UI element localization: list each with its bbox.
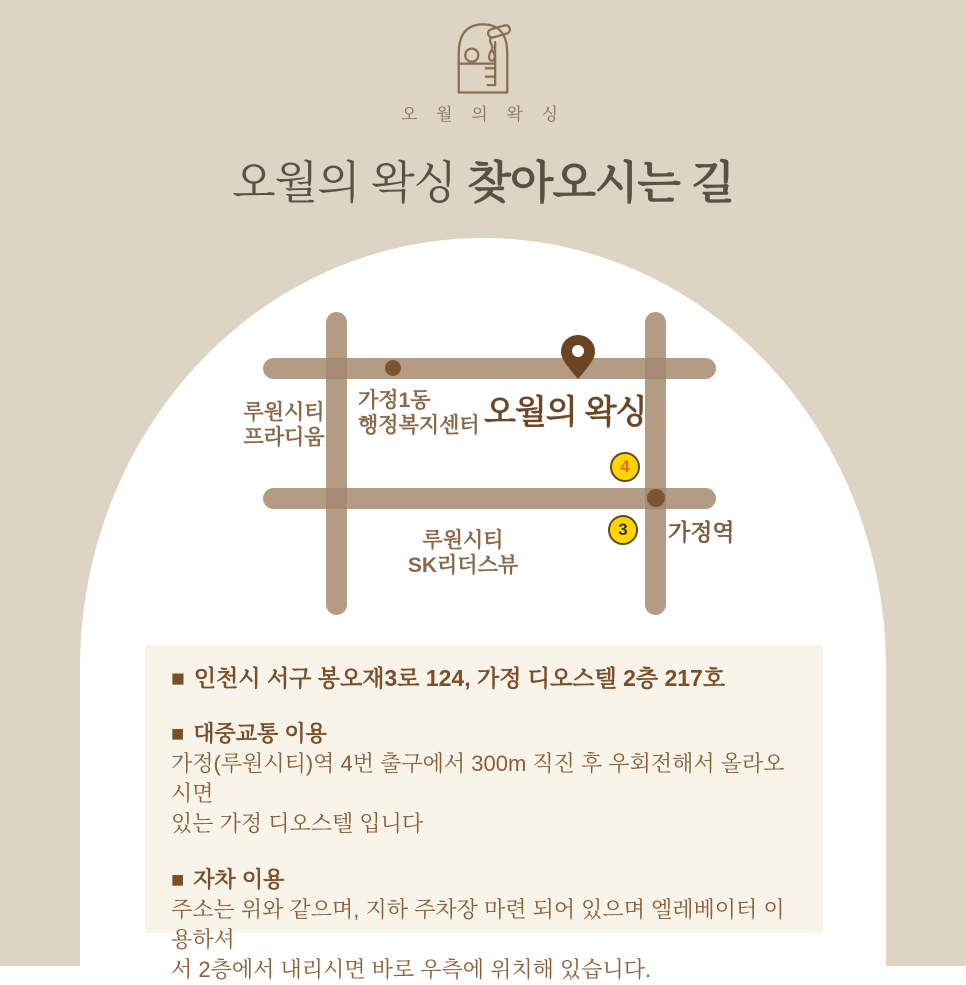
square-bullet-icon: ■ <box>171 721 185 746</box>
info-box <box>145 645 823 982</box>
transit-title-text: 대중교통 이용 <box>193 721 327 746</box>
transit-section <box>171 719 797 839</box>
car-line: 서 2층에서 내리시면 바로 우측에 위치해 있습니다. <box>171 957 652 982</box>
transit-line: 가정(루원시티)역 4번 출구에서 300m 직진 후 우회전해서 올라오시면 <box>171 751 785 806</box>
map-label-line: 루원시티 <box>243 401 325 424</box>
road-intersection <box>645 358 666 379</box>
car-section-title <box>171 865 797 895</box>
road-intersection <box>326 488 347 509</box>
transit-section-title <box>171 719 797 749</box>
map-label-line: SK리더스뷰 <box>407 554 519 577</box>
exit-3-number: 3 <box>618 520 628 539</box>
map-label-line: 가정1동 <box>358 389 431 412</box>
address-line <box>171 663 797 693</box>
logo <box>0 16 966 105</box>
map-label-pradium <box>228 400 340 450</box>
community-center-dot <box>385 360 401 376</box>
square-bullet-icon: ■ <box>171 867 185 892</box>
map-label-shop: 오월의 왁싱 <box>484 393 647 430</box>
station-dot <box>647 489 665 507</box>
road-intersection <box>326 358 347 379</box>
map-label-station: 가정역 <box>668 519 735 545</box>
location-pin-icon <box>559 334 597 380</box>
logo-wordmark: 오 월 의 왁 싱 <box>400 105 565 124</box>
map-label-sk-leadersview <box>388 528 538 578</box>
wax-logo-icon <box>441 16 525 100</box>
exit-4-number: 4 <box>620 457 630 476</box>
exit-3-badge <box>608 515 638 545</box>
address-text: 인천시 서구 봉오재3로 124, 가정 디오스텔 2층 217호 <box>193 665 726 691</box>
exit-4-badge <box>610 452 640 482</box>
transit-line: 있는 가정 디오스텔 입니다 <box>171 811 424 836</box>
map-label-line: 루원시티 <box>422 529 504 552</box>
car-section <box>171 865 797 985</box>
map-label-line: 행정복지센터 <box>358 414 480 437</box>
page-title <box>0 146 966 211</box>
car-line: 주소는 위와 같으며, 지하 주차장 마련 되어 있으며 엘레베이터 이용하셔 <box>171 897 785 952</box>
page-title-bold: 찾아오시는 길 <box>467 157 734 208</box>
square-bullet-icon: ■ <box>171 665 185 691</box>
page-title-regular: 오월의 왁싱 <box>232 157 468 208</box>
map-label-line: 프라디움 <box>243 426 325 449</box>
car-title-text: 자차 이용 <box>193 867 285 892</box>
map-label-community-center <box>358 388 480 438</box>
